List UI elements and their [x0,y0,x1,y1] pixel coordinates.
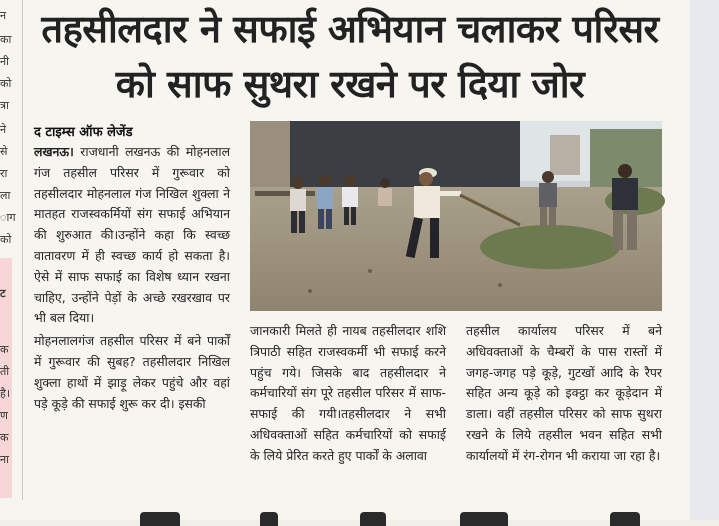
fragment-text: ला [0,189,11,202]
cropped-glyph [460,512,508,526]
fragment-text: है। [0,387,11,400]
next-headline-cropped [140,506,660,520]
fragment-text: ती [0,365,10,378]
page-edge [690,0,719,520]
headline [30,2,670,112]
paragraph-text: राजधानी लखनऊ की मोहनलाल गंज तहसील परिसर में गुरूवार को तहसीलदार मोहनलाल गंज निखिल शुक्ला ने मातहत राजस्वकर्मियों संग सफाई अभियान की शुरुआत की।उन्होंने कहा कि स्वच्छ वातावरण में ही स्वच्छ कार्य हो सकता है। ऐसे में साफ सफाई का विशेष ध्यान रखना चाहिए, उन्होंने पेड़ों के अच्छे रखरखाव पर भी बल दिया। [34,144,230,326]
article-column-2: जानकारी मिलते ही नायब तहसीलदार शशि त्रिपाठी सहित राजस्वकर्मी भी सफाई करने पहुंच गये। जिसके बाद तहसीलदार ने कर्मचारियों संग पूरे तहसील परिसर में साफ-सफाई की गयी।तहसीलदार ने सभी अधिवक्ताओं सहित कर्मचारियों को सफाई के लिये प्रेरित करते हुए पार्कों के अलावा [250,323,446,463]
headline-line-1: तहसीलदार ने सफाई अभियान चलाकर परिसर [41,7,659,51]
fragment-text: ट [0,287,6,300]
fragment-text: त्रा [0,99,9,112]
fragment-text: न [0,9,7,22]
fragment-text: का [0,33,12,46]
adjacent-column-fragment [0,0,14,520]
cropped-glyph [140,512,180,526]
byline: द टाइम्स ऑफ लेजेंड [34,125,133,140]
photo-illustration [250,121,662,311]
fragment-text: से [0,145,8,158]
person-figure [378,178,392,206]
fragment-text: ने [0,123,7,136]
cropped-glyph [360,512,386,526]
cropped-glyph [610,512,640,526]
fragment-text: क [0,343,9,356]
fragment-text: को [0,233,12,246]
news-photo [250,121,662,311]
fragment-text: क [0,431,9,444]
article-column-3: तहसील कार्यालय परिसर में बने अधिवक्ताओं के चैम्बरों के पास रास्तों में जगह-जगह पड़े कूड़े, गुटखों आदि के रैपर सहित अन्य कूड़े को इक्ट्ठा कर कूड़ेदान में डाला। वहीं तहसील परिसर को साफ सुथरा रखने के लिये तहसील भवन सहित सभी कार्यालयों में रंग-रोगन भी कराया जा रहा है। [466,323,662,463]
fragment-text: को [0,77,12,90]
fragment-text: ण [0,409,8,422]
article-column-1 [34,142,230,416]
dateline: लखनऊ। [34,144,74,159]
column-divider [22,0,23,500]
fragment-text: ना [0,453,9,466]
article-paragraph [34,142,230,329]
cropped-glyph [260,512,278,526]
fragment-text: नी [0,55,9,68]
article-paragraph: मोहनलालगंज तहसील परिसर में बने पार्कों में गुरूवार की सुबह? तहसीलदार निखिल शुक्ला हाथों में झाड़ू लेकर पहुंचे और वहां पड़े कूड़े की सफाई शुरू कर दी। इसकी [34,333,230,411]
fragment-text: ाग [0,211,16,224]
headline-line-2: को साफ सुथरा रखने पर दिया जोर [115,62,585,106]
fragment-text: रा [0,167,8,180]
